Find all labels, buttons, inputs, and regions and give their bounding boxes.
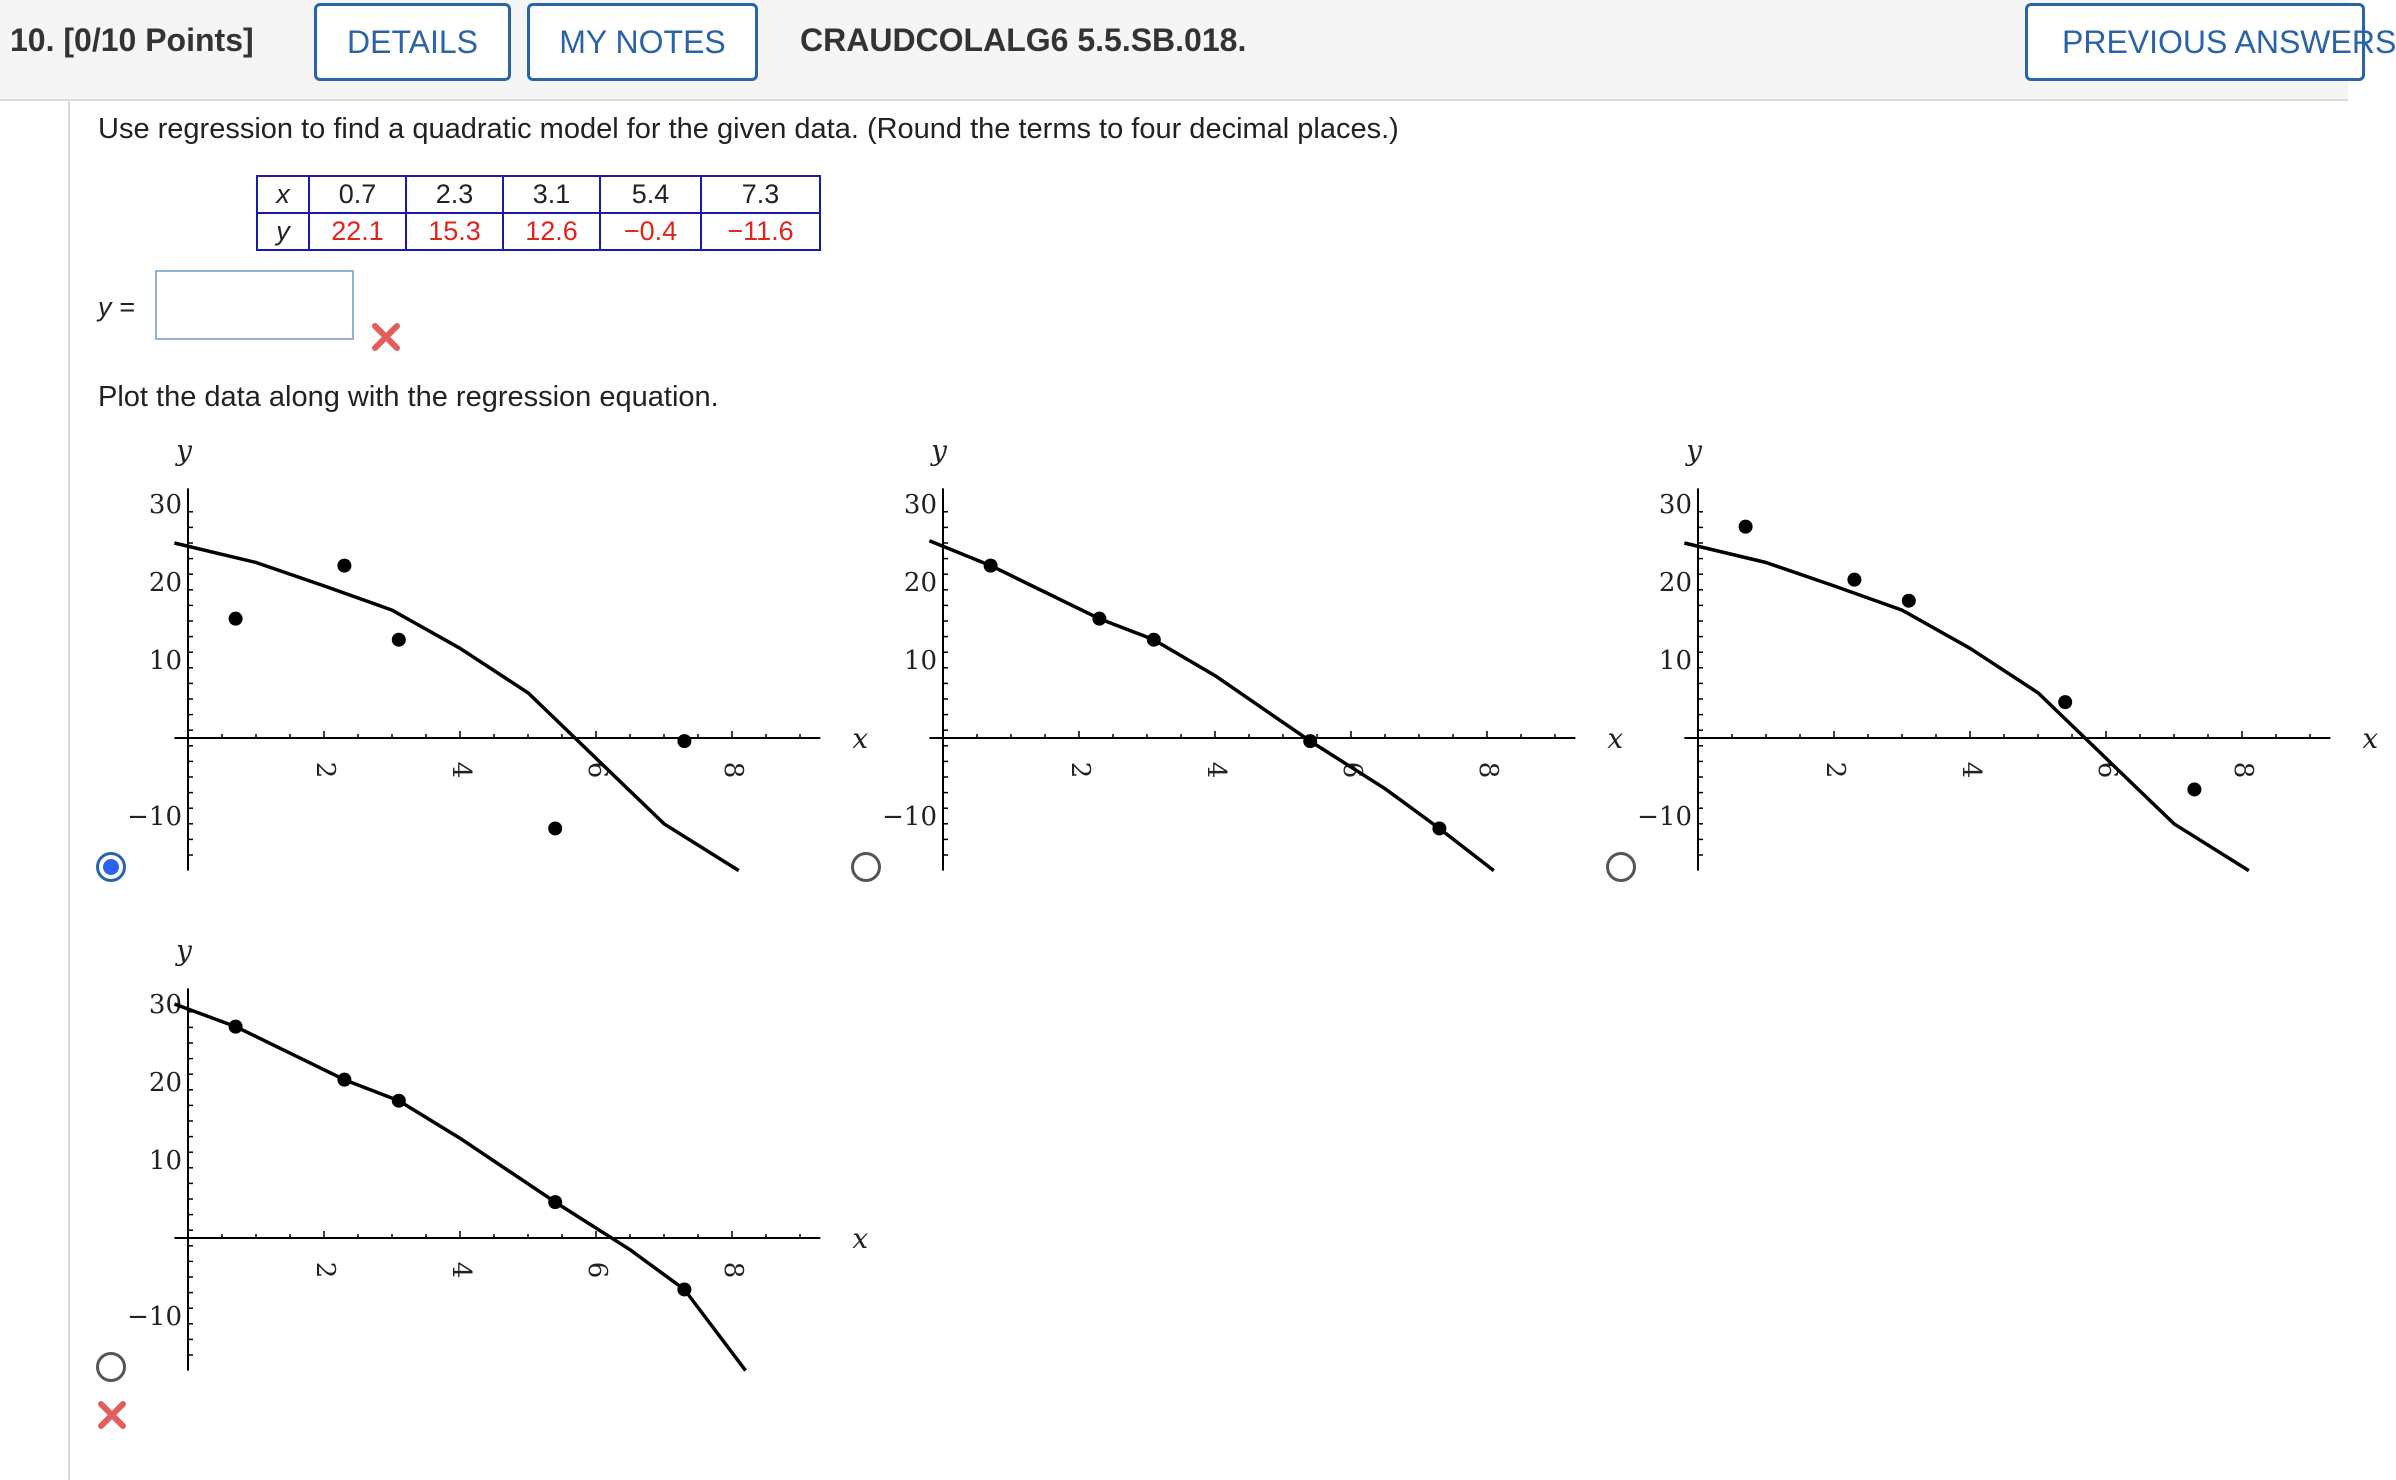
table-cell-y: 22.1 [309, 213, 406, 250]
graph-option-3 [1628, 434, 2379, 880]
x-tick-label: 2 [310, 1261, 340, 1279]
graph-option-4 [118, 934, 869, 1380]
y-tick-label: 30 [903, 490, 937, 520]
regression-curve [1684, 543, 2248, 871]
data-point [1092, 612, 1106, 626]
y-tick-label: 20 [1658, 568, 1692, 598]
data-point [2187, 782, 2201, 796]
table-row-y [257, 213, 820, 250]
graph-option-1 [118, 434, 869, 880]
x-tick-label: 4 [1201, 761, 1231, 779]
plot-instruction: Plot the data along with the regression equation. [98, 381, 719, 413]
table-cell-x: 2.3 [406, 176, 503, 213]
table-cell-y: −0.4 [600, 213, 701, 250]
x-tick-label: 2 [310, 761, 340, 779]
problem-code: CRAUDCOLALG6 5.5.SB.018. [800, 22, 1247, 58]
data-point [392, 1094, 406, 1108]
x-tick-label: 4 [446, 1261, 476, 1279]
question-prompt: Use regression to find a quadratic model for the given data. (Round the terms to four decimal places.) [98, 113, 1399, 145]
x-tick-label: 6 [582, 1261, 612, 1279]
x-tick-label: 8 [2228, 761, 2258, 779]
table-header-y: y [257, 213, 309, 250]
table-cell-y: 12.6 [503, 213, 600, 250]
data-point [548, 1195, 562, 1209]
regression-curve [929, 541, 1493, 871]
answer-input[interactable] [155, 270, 354, 340]
table-cell-y: −11.6 [701, 213, 820, 250]
regression-curve [174, 543, 738, 871]
radio-option-4[interactable] [96, 1352, 126, 1382]
answer-label: y = [98, 292, 135, 322]
y-tick-label: 10 [1658, 646, 1692, 676]
points-label: [0/10 Points] [63, 22, 254, 58]
radio-option-3[interactable] [1606, 852, 1636, 882]
x-tick-label: 4 [1956, 761, 1986, 779]
y-tick-label: −10 [127, 1302, 182, 1332]
data-point [1432, 821, 1446, 835]
y-axis-label: y [176, 434, 192, 467]
regression-curve [174, 1004, 745, 1371]
radio-option-2[interactable] [851, 852, 881, 882]
y-tick-label: 30 [148, 990, 182, 1020]
table-cell-x: 7.3 [701, 176, 820, 213]
data-point [1739, 520, 1753, 534]
question-number: 10. [10, 22, 55, 58]
data-point [229, 612, 243, 626]
y-axis-label: y [931, 434, 947, 467]
incorrect-x-icon [371, 322, 401, 352]
previous-answers-button[interactable]: PREVIOUS ANSWERS [2025, 3, 2365, 81]
choice-incorrect-x-icon [97, 1400, 127, 1430]
data-point [984, 559, 998, 573]
table-row-x [257, 176, 820, 213]
x-tick-label: 6 [2092, 761, 2122, 779]
details-button[interactable]: DETAILS [314, 3, 511, 81]
x-tick-label: 6 [582, 761, 612, 779]
y-tick-label: 20 [903, 568, 937, 598]
y-tick-label: 10 [148, 1146, 182, 1176]
data-point [337, 1073, 351, 1087]
table-header-x: x [257, 176, 309, 213]
y-tick-label: −10 [127, 802, 182, 832]
x-tick-label: 2 [1065, 761, 1095, 779]
my-notes-button[interactable]: MY NOTES [527, 3, 758, 81]
data-point [1902, 594, 1916, 608]
x-tick-label: 8 [718, 1261, 748, 1279]
y-tick-label: −10 [1637, 802, 1692, 832]
y-tick-label: 20 [148, 568, 182, 598]
data-point [677, 734, 691, 748]
data-point [1303, 734, 1317, 748]
question-points [10, 22, 254, 59]
data-point [677, 1282, 691, 1296]
y-tick-label: 30 [1658, 490, 1692, 520]
y-axis-label: y [176, 934, 192, 967]
data-point [1147, 633, 1161, 647]
data-point [2058, 695, 2072, 709]
x-tick-label: 2 [1820, 761, 1850, 779]
radio-option-1[interactable] [96, 852, 126, 882]
x-axis-label: x [2362, 722, 2379, 755]
data-point [1847, 573, 1861, 587]
question-header [0, 0, 2396, 101]
table-cell-y: 15.3 [406, 213, 503, 250]
y-tick-label: 30 [148, 490, 182, 520]
y-tick-label: 10 [148, 646, 182, 676]
x-tick-label: 8 [1473, 761, 1503, 779]
data-point [229, 1020, 243, 1034]
x-axis-label: x [1607, 722, 1624, 755]
graph-option-2 [873, 434, 1624, 880]
y-axis-label: y [1686, 434, 1702, 467]
table-cell-x: 3.1 [503, 176, 600, 213]
data-point [392, 633, 406, 647]
x-tick-label: 6 [1337, 761, 1367, 779]
question-left-rule [68, 101, 70, 1480]
y-tick-label: 20 [148, 1068, 182, 1098]
data-point [548, 821, 562, 835]
x-axis-label: x [852, 722, 869, 755]
x-tick-label: 4 [446, 761, 476, 779]
data-table [256, 175, 821, 251]
x-axis-label: x [852, 1222, 869, 1255]
y-tick-label: 10 [903, 646, 937, 676]
table-cell-x: 5.4 [600, 176, 701, 213]
table-cell-x: 0.7 [309, 176, 406, 213]
y-tick-label: −10 [882, 802, 937, 832]
data-point [337, 559, 351, 573]
x-tick-label: 8 [718, 761, 748, 779]
